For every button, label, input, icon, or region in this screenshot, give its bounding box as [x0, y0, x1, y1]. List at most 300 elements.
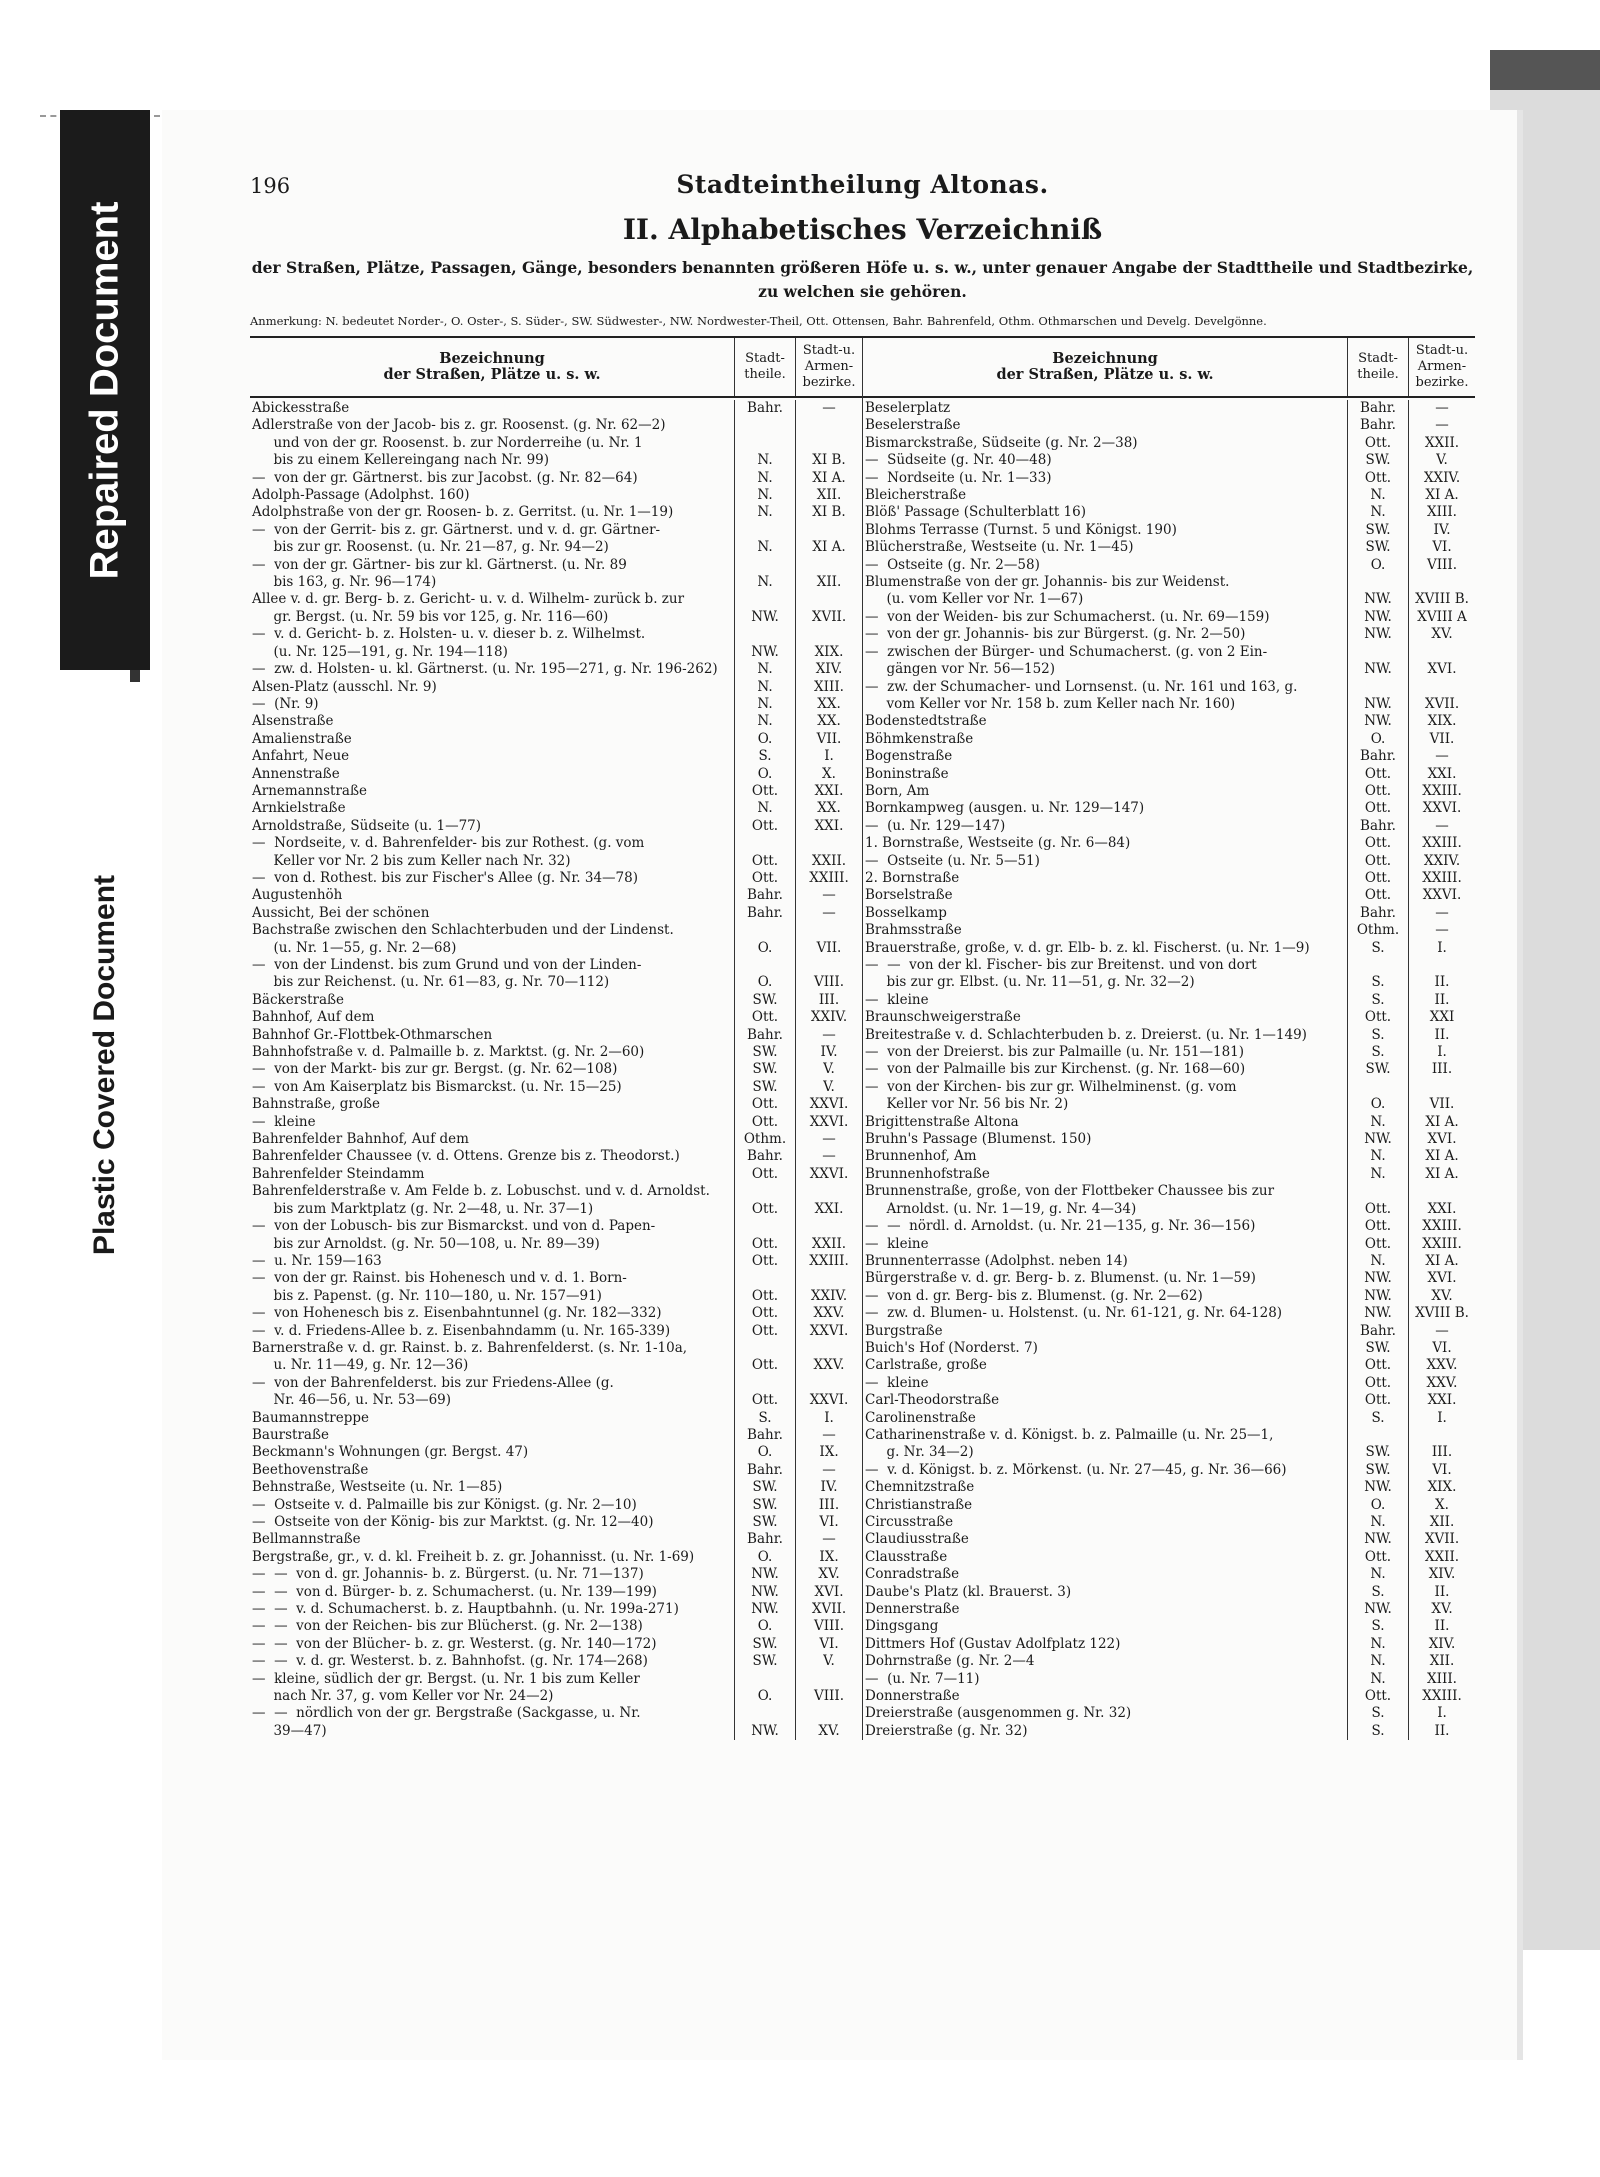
street-name: bis 163, g. Nr. 96—174): [252, 574, 437, 591]
stadttheil: O.: [1347, 1497, 1408, 1514]
table-row: [863, 591, 1475, 608]
table-row: [863, 1392, 1475, 1409]
table-row: [863, 1027, 1475, 1044]
street-name: Bismarckstraße, Südseite (g. Nr. 2—38): [865, 434, 1138, 451]
table-row: [863, 1584, 1475, 1601]
bezirk: XXII.: [795, 853, 862, 870]
bezirk: XIII.: [1408, 1671, 1475, 1688]
street-name: — zw. d. Holsten- u. kl. Gärtnerst. (u. Nr. 195—271, g. Nr. 196-262): [252, 661, 718, 678]
street-name: — Südseite (g. Nr. 40—48): [865, 452, 1052, 469]
bezirk: XXIII.: [1408, 870, 1475, 887]
bezirk: XV.: [1408, 626, 1475, 643]
table-row: [250, 591, 862, 608]
table-row: [863, 661, 1475, 678]
table-row: [250, 1044, 862, 1061]
bezirk: XXI.: [795, 783, 862, 800]
abbreviation-note: Anmerkung: N. bedeutet Norder-, O. Oster-, S. Süder-, SW. Südwester-, NW. Nordwester-Theil, Ott. Ottensen, Bahr. Bahrenfeld, Othm. Othmarschen und Develg. Develgönne.: [250, 314, 1267, 328]
stadttheil: O.: [734, 1618, 795, 1635]
stadttheil: N.: [1347, 1253, 1408, 1270]
stadttheil: NW.: [734, 1584, 795, 1601]
stadttheil: NW.: [734, 1723, 795, 1740]
stadttheil: SW.: [734, 1497, 795, 1514]
street-name: — — nördlich von der gr. Bergstraße (Sackgasse, u. Nr.: [252, 1705, 641, 1722]
table-row: [250, 1166, 862, 1183]
street-name: g. Nr. 34—2): [865, 1444, 974, 1461]
street-name: Nr. 46—56, u. Nr. 53—69): [252, 1392, 452, 1409]
bezirk: XXIII.: [1408, 783, 1475, 800]
bezirk: VIII.: [795, 1618, 862, 1635]
left-column-header: [250, 338, 862, 398]
bezirk: XXVI.: [1408, 887, 1475, 904]
table-row: [250, 1079, 862, 1096]
street-name: Claudiusstraße: [865, 1531, 969, 1548]
bezirk: VI.: [1408, 1462, 1475, 1479]
street-name: Blohms Terrasse (Turnst. 5 und Königst. 190): [865, 521, 1177, 538]
table-row: [863, 1340, 1475, 1357]
table-row: [863, 748, 1475, 765]
table-row: [863, 1444, 1475, 1461]
bezirk: [795, 835, 862, 852]
stadttheil: SW.: [734, 1514, 795, 1531]
stadttheil: NW.: [1347, 1531, 1408, 1548]
table-row: [250, 940, 862, 957]
bezirk: XI B.: [795, 452, 862, 469]
table-row: [863, 1531, 1475, 1548]
street-name: — Ostseite von der König- bis zur Marktst. (g. Nr. 12—40): [252, 1514, 654, 1530]
directory-table: [250, 336, 1475, 1740]
stadttheil: N.: [1347, 1653, 1408, 1670]
street-name: Amalienstraße: [252, 730, 352, 747]
table-row: [250, 1427, 862, 1444]
stadttheil: O.: [1347, 731, 1408, 748]
table-row: [250, 1148, 862, 1165]
stadttheil: O.: [734, 1444, 795, 1461]
street-name: Behnstraße, Westseite (u. Nr. 1—85): [252, 1479, 503, 1496]
bezirk: XIX.: [1408, 1479, 1475, 1496]
stadttheil: [734, 1183, 795, 1200]
street-name: Bahnhof Gr.-Flottbek-Othmarschen: [252, 1026, 493, 1043]
stadttheil: [734, 522, 795, 539]
stadttheil: S.: [1347, 1027, 1408, 1044]
bezirk: —: [1408, 417, 1475, 434]
bezirk: XXIII.: [1408, 1688, 1475, 1705]
table-row: [863, 853, 1475, 870]
street-name: bis zum Marktplatz (g. Nr. 2—48, u. Nr. 37—1): [252, 1200, 594, 1217]
stadttheil: Ott.: [1347, 1218, 1408, 1235]
table-row: [863, 1253, 1475, 1270]
street-name: — von der Lindenst. bis zum Grund und von der Linden-: [252, 957, 642, 973]
bezirk: XVII.: [1408, 1531, 1475, 1548]
stadttheil: N.: [734, 539, 795, 556]
bezirk: XIII.: [1408, 504, 1475, 521]
stadttheil: Bahr.: [1347, 417, 1408, 434]
stadttheil: Ott.: [734, 1009, 795, 1026]
stadttheil: NW.: [1347, 591, 1408, 608]
table-row: [863, 644, 1475, 661]
stadttheil: Ott.: [1347, 1009, 1408, 1026]
stadttheil: Ott.: [1347, 870, 1408, 887]
stadttheil: Bahr.: [734, 1427, 795, 1444]
header-stadttheile: [735, 338, 796, 396]
table-row: [863, 1061, 1475, 1078]
street-name: — Nordseite (u. Nr. 1—33): [865, 469, 1052, 486]
street-name: Daube's Platz (kl. Brauerst. 3): [865, 1583, 1072, 1600]
table-row: [250, 417, 862, 434]
street-name: — v. d. Gericht- b. z. Holsten- u. v. dieser b. z. Wilhelmst.: [252, 626, 646, 643]
street-name: (u. Nr. 1—55, g. Nr. 2—68): [252, 939, 457, 956]
table-row: [863, 974, 1475, 991]
table-row: [863, 1148, 1475, 1165]
stadttheil: S.: [1347, 940, 1408, 957]
bezirk: XIV.: [795, 661, 862, 678]
street-name: — von der Bahrenfelderst. bis zur Friedens-Allee (g.: [252, 1374, 614, 1391]
stadttheil: NW.: [734, 1601, 795, 1618]
street-name: bis zur Reichenst. (u. Nr. 61—83, g. Nr. 70—112): [252, 974, 610, 991]
table-row: [250, 870, 862, 887]
bezirk: XXI.: [1408, 1201, 1475, 1218]
bezirk: IV.: [795, 1044, 862, 1061]
table-row: [250, 609, 862, 626]
street-name: Conradstraße: [865, 1566, 960, 1583]
table-row: [250, 922, 862, 939]
bezirk: VII.: [795, 731, 862, 748]
table-row: [250, 800, 862, 817]
bezirk: I.: [1408, 1044, 1475, 1061]
stadttheil: Bahr.: [734, 1462, 795, 1479]
bezirk: [795, 1375, 862, 1392]
stadttheil: [734, 1375, 795, 1392]
table-row: [250, 504, 862, 521]
table-row: [250, 1061, 862, 1078]
bezirk: XVI.: [1408, 1131, 1475, 1148]
street-name: — von d. Rothest. bis zur Fischer's Allee (g. Nr. 34—78): [252, 869, 638, 886]
street-name: — kleine: [865, 1235, 929, 1252]
bezirk: —: [795, 887, 862, 904]
street-name: Allee v. d. gr. Berg- b. z. Gericht- u. v. d. Wilhelm- zurück b. zur: [252, 591, 685, 608]
running-title: Stadteintheilung Altonas.: [676, 170, 1049, 199]
table-row: [863, 905, 1475, 922]
street-name: Bahrenfelderstraße v. Am Felde b. z. Lobuschst. und v. d. Arnoldst.: [252, 1183, 710, 1200]
bezirk: III.: [1408, 1444, 1475, 1461]
bezirk: XVIII A: [1408, 609, 1475, 626]
street-name: Blöß' Passage (Schulterblatt 16): [865, 504, 1086, 521]
stadttheil: S.: [734, 748, 795, 765]
street-name: Beselerplatz: [865, 400, 951, 416]
stadttheil: N.: [734, 487, 795, 504]
street-name: Circusstraße: [865, 1514, 954, 1530]
bezirk: I.: [1408, 1410, 1475, 1427]
bezirk: [795, 1270, 862, 1287]
bezirk: XVIII B.: [1408, 591, 1475, 608]
stadttheil: N.: [734, 470, 795, 487]
bezirk: XXIV.: [795, 1009, 862, 1026]
bezirk: —: [795, 1531, 862, 1548]
bezirk: XX.: [795, 800, 862, 817]
table-row: [863, 1009, 1475, 1026]
table-row: [250, 470, 862, 487]
stadttheil: [1347, 574, 1408, 591]
left-rows: [250, 398, 862, 1740]
street-name: Bürgerstraße v. d. gr. Berg- b. z. Blumenst. (u. Nr. 1—59): [865, 1270, 1256, 1287]
street-name: Anfahrt, Neue: [252, 748, 350, 765]
table-row: [250, 887, 862, 904]
bezirk: XI A.: [795, 539, 862, 556]
table-row: [863, 1653, 1475, 1670]
stadttheil: Ott.: [734, 1305, 795, 1322]
table-row: [863, 626, 1475, 643]
stadttheil: Ott.: [1347, 800, 1408, 817]
street-name: Bogenstraße: [865, 748, 953, 765]
street-name: (u. Nr. 125—191, g. Nr. 194—118): [252, 643, 508, 660]
stadttheil: SW.: [734, 1636, 795, 1653]
bezirk: VI.: [1408, 539, 1475, 556]
stadttheil: [734, 1218, 795, 1235]
stadttheil: S.: [1347, 974, 1408, 991]
bezirk: V.: [795, 1061, 862, 1078]
table-row: [863, 1723, 1475, 1740]
bezirk: XVIII B.: [1408, 1305, 1475, 1322]
table-row: [250, 1218, 862, 1235]
street-name: Abickesstraße: [252, 400, 350, 416]
stadttheil: O.: [734, 940, 795, 957]
bezirk: II.: [1408, 1723, 1475, 1740]
bezirk: XV.: [1408, 1601, 1475, 1618]
street-name: Clausstraße: [865, 1548, 948, 1565]
bezirk: II.: [1408, 992, 1475, 1009]
bezirk: [1408, 679, 1475, 696]
bezirk: XI A.: [1408, 1114, 1475, 1131]
stadttheil: NW.: [1347, 626, 1408, 643]
stadttheil: Ott.: [734, 1288, 795, 1305]
table-row: [863, 783, 1475, 800]
stadttheil: NW.: [734, 644, 795, 661]
bezirk: XI A.: [1408, 1166, 1475, 1183]
table-row: [863, 679, 1475, 696]
street-name: — — v. d. gr. Westerst. b. z. Bahnhofst. (g. Nr. 174—268): [252, 1653, 648, 1670]
bezirk: XIII.: [795, 679, 862, 696]
stadttheil: [1347, 1427, 1408, 1444]
stadttheil: Othm.: [1347, 922, 1408, 939]
table-row: [250, 1531, 862, 1548]
table-row: [863, 835, 1475, 852]
table-row: [250, 1462, 862, 1479]
table-row: [250, 1636, 862, 1653]
bezirk: —: [795, 1131, 862, 1148]
page-number: 196: [250, 174, 291, 198]
bezirk: XXII.: [1408, 435, 1475, 452]
stadttheil: Ott.: [1347, 1392, 1408, 1409]
bezirk: XIX.: [1408, 713, 1475, 730]
table-row: [863, 400, 1475, 417]
stadttheil: SW.: [1347, 539, 1408, 556]
stadttheil: [734, 626, 795, 643]
stadttheil: Ott.: [734, 1096, 795, 1113]
stadttheil: NW.: [1347, 713, 1408, 730]
stadttheil: NW.: [1347, 609, 1408, 626]
table-row: [863, 818, 1475, 835]
table-row: [863, 452, 1475, 469]
table-row: [863, 1671, 1475, 1688]
stadttheil: Bahr.: [734, 1531, 795, 1548]
stadttheil: NW.: [1347, 1479, 1408, 1496]
table-row: [250, 522, 862, 539]
stadttheil: SW.: [1347, 1340, 1408, 1357]
table-row: [250, 539, 862, 556]
bezirk: —: [1408, 818, 1475, 835]
right-column-header: [863, 338, 1475, 398]
header-stadttheile-text: Stadt- theile.: [744, 351, 786, 382]
street-name: Brigittenstraße Altona: [865, 1113, 1019, 1130]
bezirk: VII.: [1408, 731, 1475, 748]
bezirk: VII.: [1408, 1096, 1475, 1113]
bezirk: [795, 922, 862, 939]
table-row: [863, 800, 1475, 817]
table-row: [250, 452, 862, 469]
bezirk: XI A.: [1408, 487, 1475, 504]
street-name: Böhmkenstraße: [865, 730, 974, 747]
street-name: Breitestraße v. d. Schlachterbuden b. z. Dreierst. (u. Nr. 1—149): [865, 1026, 1307, 1043]
street-name: Brahmsstraße: [865, 922, 962, 939]
page-content: [250, 170, 1475, 1740]
stadttheil: Bahr.: [1347, 818, 1408, 835]
table-row: [250, 1009, 862, 1026]
street-name: bis zur Arnoldst. (g. Nr. 50—108, u. Nr. 89—39): [252, 1235, 600, 1252]
bezirk: [795, 1340, 862, 1357]
right-column: [863, 338, 1475, 1740]
street-name: — zwischen der Bürger- und Schumacherst. (g. von 2 Ein-: [865, 643, 1268, 660]
stadttheil: [1347, 644, 1408, 661]
street-name: Alsenstraße: [252, 713, 334, 730]
table-row: [250, 957, 862, 974]
street-name: — kleine: [252, 1113, 316, 1130]
stadttheil: Ott.: [1347, 1549, 1408, 1566]
bezirk: XXII.: [795, 1236, 862, 1253]
street-name: — Ostseite (u. Nr. 5—51): [865, 852, 1040, 869]
table-row: [250, 1514, 862, 1531]
table-row: [863, 1114, 1475, 1131]
bezirk: II.: [1408, 1027, 1475, 1044]
right-rows: [863, 398, 1475, 1740]
stadttheil: SW.: [1347, 452, 1408, 469]
bezirk: —: [1408, 748, 1475, 765]
bezirk: [795, 417, 862, 434]
table-row: [250, 1705, 862, 1722]
street-name: — zw. der Schumacher- und Lornsenst. (u. Nr. 161 und 163, g.: [865, 678, 1298, 695]
table-row: [863, 1288, 1475, 1305]
bezirk: VI.: [795, 1636, 862, 1653]
bezirk: III.: [795, 992, 862, 1009]
street-name: Arnoldst. (u. Nr. 1—19, g. Nr. 4—34): [865, 1200, 1137, 1217]
street-name: — von der Dreierst. bis zur Palmaille (u. Nr. 151—181): [865, 1044, 1245, 1061]
stadttheil: NW.: [1347, 661, 1408, 678]
table-row: [863, 1688, 1475, 1705]
bezirk: X.: [795, 766, 862, 783]
stadttheil: S.: [1347, 1705, 1408, 1722]
street-name: Arnkielstraße: [252, 800, 346, 817]
bezirk: XIV.: [1408, 1636, 1475, 1653]
table-row: [863, 1079, 1475, 1096]
bezirk: [795, 591, 862, 608]
stadttheil: S.: [1347, 1044, 1408, 1061]
bezirk: —: [795, 1462, 862, 1479]
stadttheil: Ott.: [1347, 887, 1408, 904]
table-row: [250, 905, 862, 922]
table-row: [250, 1723, 862, 1740]
bezirk: [795, 1705, 862, 1722]
bezirk: [1408, 644, 1475, 661]
table-row: [863, 713, 1475, 730]
table-row: [250, 1270, 862, 1287]
bezirk: [795, 957, 862, 974]
street-name: Bahrenfelder Bahnhof, Auf dem: [252, 1131, 469, 1148]
table-row: [250, 1183, 862, 1200]
table-row: [250, 748, 862, 765]
bezirk: [795, 1671, 862, 1688]
street-name: — v. d. Friedens-Allee b. z. Eisenbahndamm (u. Nr. 165-339): [252, 1322, 671, 1339]
bezirk: XXIII.: [1408, 835, 1475, 852]
stadttheil: Ott.: [1347, 835, 1408, 852]
table-row: [863, 1479, 1475, 1496]
stadttheil: NW.: [1347, 696, 1408, 713]
table-row: [250, 1566, 862, 1583]
table-row: [863, 870, 1475, 887]
stadttheil: N.: [734, 452, 795, 469]
bezirk: XXI.: [795, 818, 862, 835]
bezirk: XXI: [1408, 1009, 1475, 1026]
street-name: — — von d. gr. Johannis- b. z. Bürgerst. (u. Nr. 71—137): [252, 1566, 644, 1583]
table-row: [250, 731, 862, 748]
scanner-edge-dark: [1490, 50, 1600, 90]
stadttheil: [734, 1270, 795, 1287]
street-name: — von der gr. Johannis- bis zur Bürgerst. (g. Nr. 2—50): [865, 626, 1246, 643]
stadttheil: Bahr.: [734, 1148, 795, 1165]
stadttheil: [734, 435, 795, 452]
street-name: Buich's Hof (Norderst. 7): [865, 1339, 1038, 1356]
bezirk: V.: [795, 1653, 862, 1670]
street-name: — (Nr. 9): [252, 695, 319, 712]
stadttheil: Ott.: [734, 1357, 795, 1374]
stadttheil: [734, 591, 795, 608]
street-name: Dennerstraße: [865, 1601, 960, 1618]
street-name: Augustenhöh: [252, 887, 343, 904]
table-row: [250, 1305, 862, 1322]
table-row: [250, 1027, 862, 1044]
table-row: [250, 557, 862, 574]
street-name: Beselerstraße: [865, 417, 961, 434]
street-name: — — von der Reichen- bis zur Blücherst. (g. Nr. 2—138): [252, 1618, 643, 1635]
table-row: [250, 1618, 862, 1635]
stadttheil: Ott.: [1347, 1688, 1408, 1705]
street-name: gängen vor Nr. 56—152): [865, 661, 1056, 678]
stadttheil: Bahr.: [734, 1027, 795, 1044]
bezirk: XVII.: [1408, 696, 1475, 713]
table-row: [250, 974, 862, 991]
street-name: Arnoldstraße, Südseite (u. 1—77): [252, 817, 482, 834]
bezirk: —: [795, 1427, 862, 1444]
stadttheil: N.: [1347, 1148, 1408, 1165]
table-row: [250, 1288, 862, 1305]
table-row: [863, 1427, 1475, 1444]
bezirk: XXVI.: [1408, 800, 1475, 817]
street-name: Bergstraße, gr., v. d. kl. Freiheit b. z. gr. Johannisst. (u. Nr. 1-69): [252, 1548, 695, 1565]
street-name: Aussicht, Bei der schönen: [252, 904, 430, 921]
table-row: [863, 1218, 1475, 1235]
left-column: [250, 338, 863, 1740]
street-name: — — von der Blücher- b. z. gr. Westerst. (g. Nr. 140—172): [252, 1635, 657, 1652]
bezirk: [1408, 957, 1475, 974]
table-row: [863, 504, 1475, 521]
street-name: — Nordseite, v. d. Bahrenfelder- bis zur Rothest. (g. vom: [252, 835, 645, 852]
